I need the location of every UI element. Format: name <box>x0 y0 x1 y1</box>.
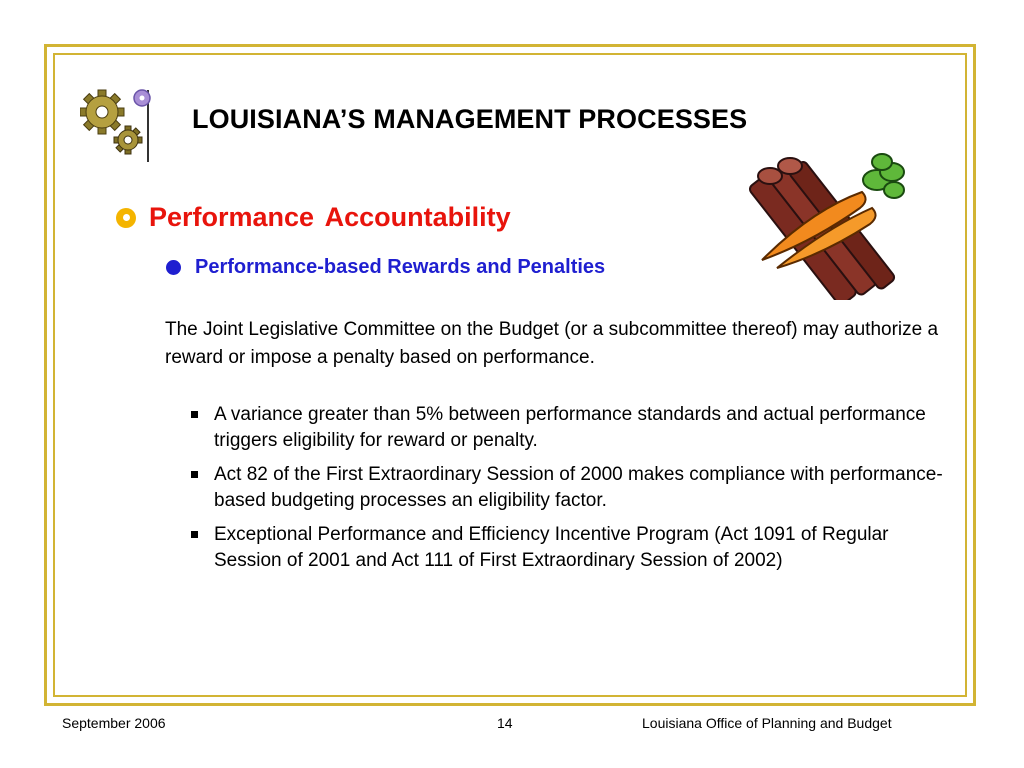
dot-bullet-icon <box>166 260 181 275</box>
slide-title: LOUISIANA’S MANAGEMENT PROCESSES <box>192 104 748 134</box>
list-item <box>190 462 950 514</box>
ring-bullet-icon <box>116 208 136 228</box>
subheading-row <box>166 256 605 279</box>
footer-organization: Louisiana Office of Planning and Budget <box>642 715 892 731</box>
section-subheading: Performance-based Rewards and Penalties <box>195 256 606 278</box>
list-item-text: A variance greater than 5% between performance standards and actual performance triggers eligibility for reward or penalty. <box>214 404 926 451</box>
square-bullet-icon <box>191 531 198 538</box>
footer-page-number: 14 <box>497 715 513 731</box>
section-heading: Performance Accountability <box>149 202 511 232</box>
square-bullet-icon <box>191 471 198 478</box>
heading-row <box>116 202 511 233</box>
gears-clipart-icon <box>80 84 156 164</box>
carrot-and-sticks-clipart-icon <box>732 150 912 300</box>
list-item-text: Act 82 of the First Extraordinary Session of 2000 makes compliance with performance-based budgeting processes an eligibility factor. <box>214 464 943 511</box>
slide-frame <box>44 44 976 706</box>
square-bullet-icon <box>191 411 198 418</box>
bullet-list <box>190 402 950 582</box>
list-item <box>190 522 950 574</box>
body-paragraph: The Joint Legislative Committee on the Budget (or a subcommittee thereof) may authorize a reward or impose a penalty based on performance. <box>165 319 939 368</box>
list-item <box>190 402 950 454</box>
footer-date: September 2006 <box>62 715 166 731</box>
list-item-text: Exceptional Performance and Efficiency Incentive Program (Act 1091 of Regular Session of 2001 and Act 111 of First Extraordinary Session of 2002) <box>214 524 889 571</box>
